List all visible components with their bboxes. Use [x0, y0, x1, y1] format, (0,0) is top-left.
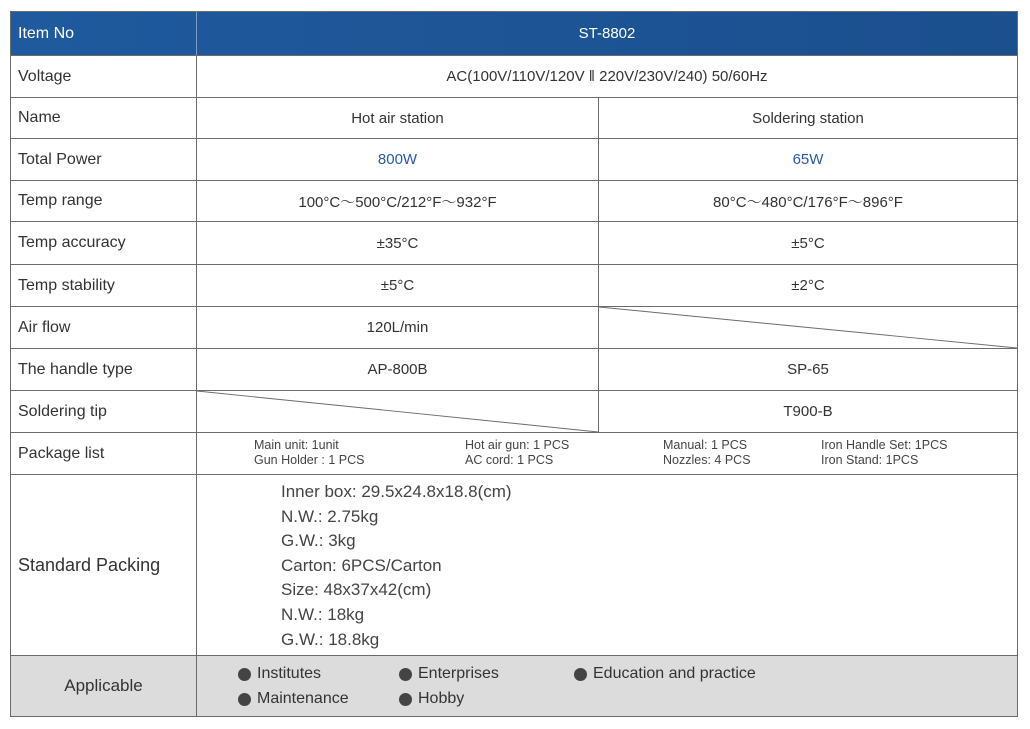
- diagonal-slash: [599, 307, 1017, 348]
- header-row: [11, 12, 1017, 56]
- temp-range-soldering: 80°C～480°C/176°F～896°F: [713, 193, 903, 211]
- soldering-tip-hot-air-empty: [197, 391, 599, 432]
- package-item: Nozzles: 4 PCS: [663, 453, 751, 467]
- standard-packing-row: [11, 475, 1017, 656]
- voltage-label: Voltage: [11, 56, 197, 97]
- standard-packing-label: Standard Packing: [11, 475, 197, 655]
- handle-type-label: The handle type: [11, 349, 197, 390]
- packing-line: Size: 48x37x42(cm): [281, 580, 432, 600]
- packing-line: Inner box: 29.5x24.8x18.8(cm): [281, 482, 512, 501]
- temp-accuracy-soldering: ±5°C: [791, 234, 825, 252]
- applicable-label: Applicable: [11, 656, 197, 716]
- package-item: Manual: 1 PCS: [663, 438, 748, 452]
- applicable-item-label: Maintenance: [257, 690, 349, 707]
- temp-accuracy-hot-air: ±35°C: [197, 222, 599, 264]
- applicable-item-label: Institutes: [257, 665, 322, 682]
- name-row: [11, 98, 1017, 139]
- total-power-row: [11, 139, 1017, 181]
- handle-type-soldering: SP-65: [787, 361, 829, 378]
- bullet-icon: [238, 668, 251, 681]
- applicable-item: [238, 690, 349, 708]
- temp-stability-hot-air: ±5°C: [197, 265, 599, 306]
- packing-line: N.W.: 2.75kg: [281, 506, 379, 526]
- bullet-icon: [574, 668, 587, 681]
- packing-line: Carton: 6PCS/Carton: [281, 555, 442, 575]
- name-soldering: Soldering station: [752, 109, 864, 127]
- handle-type-hot-air: AP-800B: [197, 349, 599, 390]
- air-flow-label: Air flow: [11, 307, 197, 348]
- total-power-hot-air: 800W: [197, 139, 599, 180]
- package-item: Iron Handle Set: 1PCS: [821, 438, 948, 452]
- handle-type-row: [11, 349, 1017, 391]
- name-hot-air: Hot air station: [197, 98, 599, 138]
- packing-line: G.W.: 18.8kg: [281, 629, 380, 649]
- packing-line: G.W.: 3kg: [281, 531, 356, 551]
- packing-line: N.W.: 18kg: [281, 604, 365, 624]
- applicable-item: [238, 665, 321, 683]
- package-list-row: [11, 433, 1017, 475]
- package-item: Hot air gun: 1 PCS: [465, 438, 570, 452]
- temp-accuracy-row: [11, 222, 1017, 265]
- applicable-item: [399, 690, 464, 708]
- applicable-item-label: Enterprises: [418, 665, 499, 682]
- temp-stability-label: Temp stability: [11, 265, 197, 306]
- temp-range-label: Temp range: [11, 181, 197, 221]
- applicable-item: [399, 665, 499, 683]
- name-label: Name: [11, 98, 197, 138]
- package-list-label: Package list: [11, 433, 197, 474]
- package-item: Main unit: 1unit: [254, 438, 339, 452]
- soldering-tip-label: Soldering tip: [11, 391, 197, 432]
- applicable-row: [11, 656, 1017, 716]
- spec-table: [10, 11, 1018, 717]
- total-power-label: Total Power: [11, 139, 197, 180]
- soldering-tip-row: [11, 391, 1017, 433]
- diagonal-slash: [197, 391, 598, 432]
- temp-accuracy-label: Temp accuracy: [11, 222, 197, 264]
- temp-stability-soldering: ±2°C: [791, 277, 825, 294]
- applicable-item-label: Hobby: [418, 690, 465, 707]
- package-item: Iron Stand: 1PCS: [821, 453, 919, 467]
- item-no-label: Item No: [11, 12, 197, 55]
- temp-range-hot-air: 100°C～500°C/212°F～932°F: [197, 181, 599, 221]
- voltage-value: AC(100V/110V/120V ‖ 220V/230V/240) 50/60Hz: [446, 68, 768, 85]
- air-flow-row: [11, 307, 1017, 349]
- applicable-item: [574, 665, 756, 683]
- bullet-icon: [399, 693, 412, 706]
- package-list-items: [197, 433, 1017, 474]
- temp-stability-row: [11, 265, 1017, 307]
- air-flow-soldering-empty: [599, 307, 1017, 348]
- package-item: Gun Holder : 1 PCS: [254, 453, 365, 467]
- standard-packing-details: [281, 480, 512, 652]
- bullet-icon: [399, 668, 412, 681]
- air-flow-hot-air: 120L/min: [197, 307, 599, 348]
- bullet-icon: [238, 693, 251, 706]
- item-no-value: ST-8802: [578, 25, 636, 42]
- temp-range-row: [11, 181, 1017, 222]
- soldering-tip-soldering: T900-B: [783, 403, 833, 420]
- voltage-row: [11, 56, 1017, 98]
- package-item: AC cord: 1 PCS: [465, 453, 554, 467]
- total-power-soldering: 65W: [792, 151, 824, 168]
- applicable-item-label: Education and practice: [593, 665, 756, 682]
